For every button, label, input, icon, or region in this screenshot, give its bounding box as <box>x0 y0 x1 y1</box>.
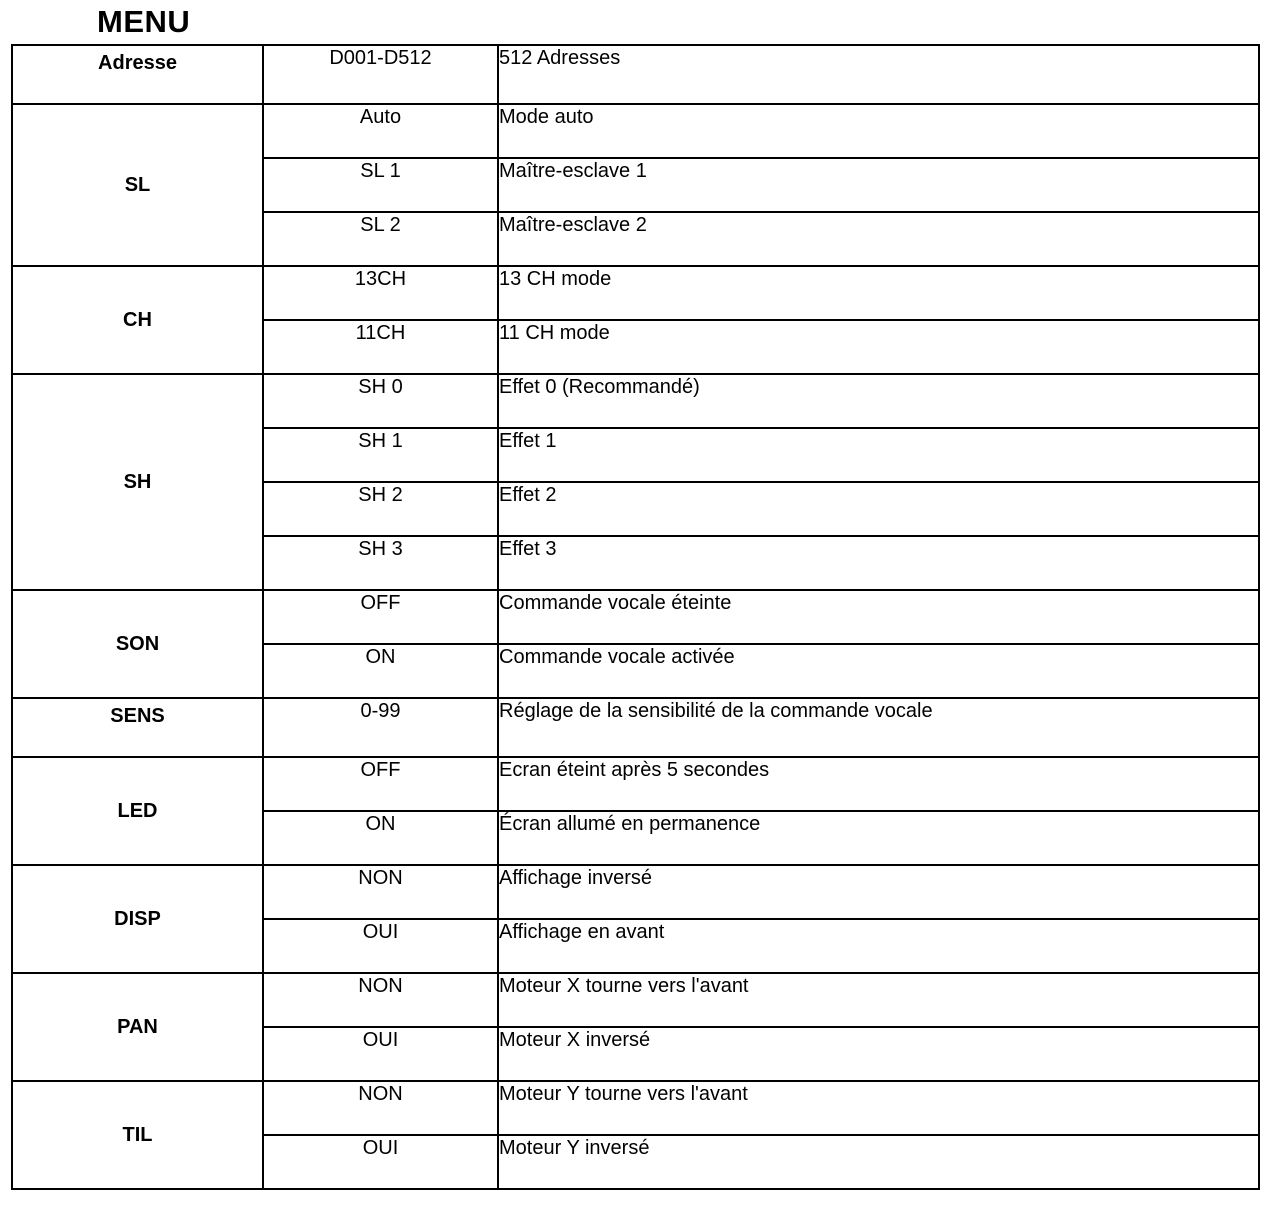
menu-option-value: SH 1 <box>263 428 498 482</box>
menu-option-value: SH 3 <box>263 536 498 590</box>
menu-option-value: SH 0 <box>263 374 498 428</box>
menu-option-value: 11CH <box>263 320 498 374</box>
menu-option-description: Commande vocale éteinte <box>498 590 1259 644</box>
menu-option-description: Moteur X tourne vers l'avant <box>498 973 1259 1027</box>
menu-option-value: 13CH <box>263 266 498 320</box>
table-row <box>12 590 1259 644</box>
menu-option-value: SH 2 <box>263 482 498 536</box>
menu-option-description: Moteur X inversé <box>498 1027 1259 1081</box>
menu-option-value: OFF <box>263 590 498 644</box>
menu-option-value: SL 1 <box>263 158 498 212</box>
menu-option-description: Maître-esclave 1 <box>498 158 1259 212</box>
menu-option-description: 13 CH mode <box>498 266 1259 320</box>
menu-option-description: Effet 2 <box>498 482 1259 536</box>
table-row <box>12 698 1259 757</box>
menu-option-value: ON <box>263 644 498 698</box>
menu-group-label: SON <box>12 590 263 698</box>
menu-group-label: SENS <box>12 698 263 757</box>
table-row <box>12 1081 1259 1135</box>
menu-table <box>11 44 1260 1190</box>
menu-option-value: OUI <box>263 1135 498 1189</box>
menu-option-description: Ecran éteint après 5 secondes <box>498 757 1259 811</box>
menu-option-description: Affichage inversé <box>498 865 1259 919</box>
table-row <box>12 104 1259 158</box>
table-row <box>12 45 1259 104</box>
menu-group-label: SH <box>12 374 263 590</box>
menu-option-description: Effet 3 <box>498 536 1259 590</box>
menu-option-description: Affichage en avant <box>498 919 1259 973</box>
menu-option-description: 512 Adresses <box>498 45 1259 104</box>
menu-option-value: OFF <box>263 757 498 811</box>
menu-group-label: TIL <box>12 1081 263 1189</box>
menu-option-value: OUI <box>263 919 498 973</box>
menu-option-value: 0-99 <box>263 698 498 757</box>
menu-option-description: Écran allumé en permanence <box>498 811 1259 865</box>
menu-option-value: SL 2 <box>263 212 498 266</box>
table-row <box>12 374 1259 428</box>
menu-option-description: Maître-esclave 2 <box>498 212 1259 266</box>
table-row <box>12 973 1259 1027</box>
menu-option-description: Réglage de la sensibilité de la commande vocale <box>498 698 1259 757</box>
menu-option-description: Moteur Y tourne vers l'avant <box>498 1081 1259 1135</box>
menu-option-value: NON <box>263 865 498 919</box>
menu-option-value: ON <box>263 811 498 865</box>
menu-option-value: D001-D512 <box>263 45 498 104</box>
menu-group-label: CH <box>12 266 263 374</box>
menu-group-label: SL <box>12 104 263 266</box>
menu-option-value: OUI <box>263 1027 498 1081</box>
menu-option-value: NON <box>263 1081 498 1135</box>
menu-group-label: Adresse <box>12 45 263 104</box>
menu-option-description: Moteur Y inversé <box>498 1135 1259 1189</box>
menu-option-description: Mode auto <box>498 104 1259 158</box>
menu-option-value: Auto <box>263 104 498 158</box>
menu-option-description: 11 CH mode <box>498 320 1259 374</box>
menu-option-description: Commande vocale activée <box>498 644 1259 698</box>
menu-group-label: LED <box>12 757 263 865</box>
table-row <box>12 757 1259 811</box>
menu-option-value: NON <box>263 973 498 1027</box>
menu-option-description: Effet 0 (Recommandé) <box>498 374 1259 428</box>
menu-group-label: DISP <box>12 865 263 973</box>
table-row <box>12 266 1259 320</box>
menu-option-description: Effet 1 <box>498 428 1259 482</box>
table-row <box>12 865 1259 919</box>
menu-group-label: PAN <box>12 973 263 1081</box>
page-title: MENU <box>97 4 191 39</box>
